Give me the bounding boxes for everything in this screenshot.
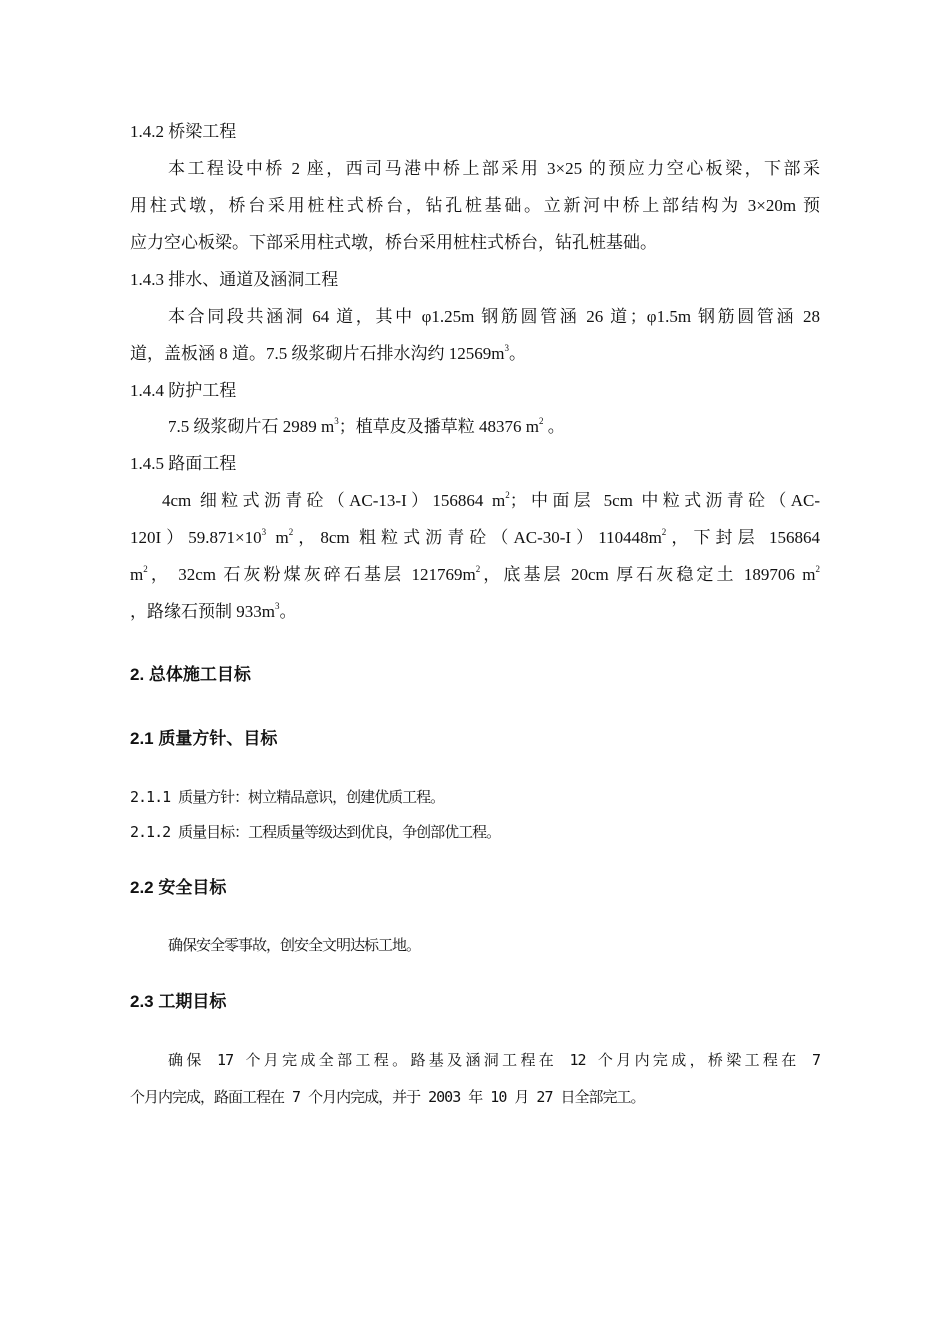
section-1-4-5-line-3: $m^2$， 32cm 石灰粉煤灰碎石基层 $121769m^2$，底基层 20cm 厚石灰稳定土 189706 $m^2$ <box>130 564 820 584</box>
section-1-4-2-line-2: 用柱式墩，桥台采用桩柱式桥台，钻孔桩基础。立新河中桥上部结构为 3×20m 预 <box>130 196 820 215</box>
section-2-3-heading: 2.3 工期目标 <box>130 992 227 1011</box>
section-1-4-4-line-1: 7.5 级浆砌片石 2989 $m^3$；植草皮及播草粒 48376 $m^2$ 。 <box>168 416 565 436</box>
section-1-4-2-heading: 1.4.2 桥梁工程 <box>130 122 237 141</box>
section-1-4-2-line-1: 本工程设中桥 2 座，西司马港中桥上部采用 3×25 的预应力空心板梁，下部采 <box>168 159 820 178</box>
section-2-1-heading: 2.1 质量方针、目标 <box>130 729 278 748</box>
section-1-4-5-line-2: $120I)59.871\times 10^3$ $m^2$，8cm 粗粒式沥青砼$(AC-30-I)110448m^2$，下封层 156864 <box>130 527 820 547</box>
section-1-4-3-line-1: 本合同段共涵洞 64 道，其中 φ1.25m 钢筋圆管涵 26 道；φ1.5m 钢筋圆管涵 28 <box>168 307 820 326</box>
section-1-4-3-heading: 1.4.3 排水、通道及涵洞工程 <box>130 270 339 289</box>
section-2-2-heading: 2.2 安全目标 <box>130 878 227 897</box>
section-1-4-3-line-2: 道，盖板涵 8 道。7.5 级浆砌片石排水沟约 $12569m^3$。 <box>130 343 526 363</box>
section-2-heading: 2. 总体施工目标 <box>130 665 251 684</box>
section-1-4-4-heading: 1.4.4 防护工程 <box>130 381 237 400</box>
schedule-target-line-2: 个月内完成，路面工程在 7 个月内完成，并于 2003 年 10 月 27 日全部完工。 <box>130 1088 645 1106</box>
section-1-4-2-line-3: 应力空心板梁。下部采用柱式墩，桥台采用桩柱式桥台，钻孔桩基础。 <box>130 233 657 252</box>
quality-target-item: 2.1.2 质量目标：工程质量等级达到优良，争创部优工程。 <box>130 823 501 841</box>
section-1-4-5-line-1: 4cm 细粒式沥青砼（AC-13-I）156864 $m^2$；中面层 5cm 中粒式沥青砼（AC- <box>162 490 821 510</box>
schedule-target-line-1: 确保 17 个月完成全部工程。路基及涵洞工程在 12 个月内完成，桥梁工程在 7 <box>168 1051 820 1069</box>
safety-target-text: 确保安全零事故，创安全文明达标工地。 <box>168 936 421 954</box>
section-1-4-5-line-4: ，路缘石预制 $933m^3$。 <box>130 601 297 621</box>
quality-policy-item: 2.1.1 质量方针：树立精品意识，创建优质工程。 <box>130 788 445 806</box>
section-1-4-5-heading: 1.4.5 路面工程 <box>130 454 237 473</box>
